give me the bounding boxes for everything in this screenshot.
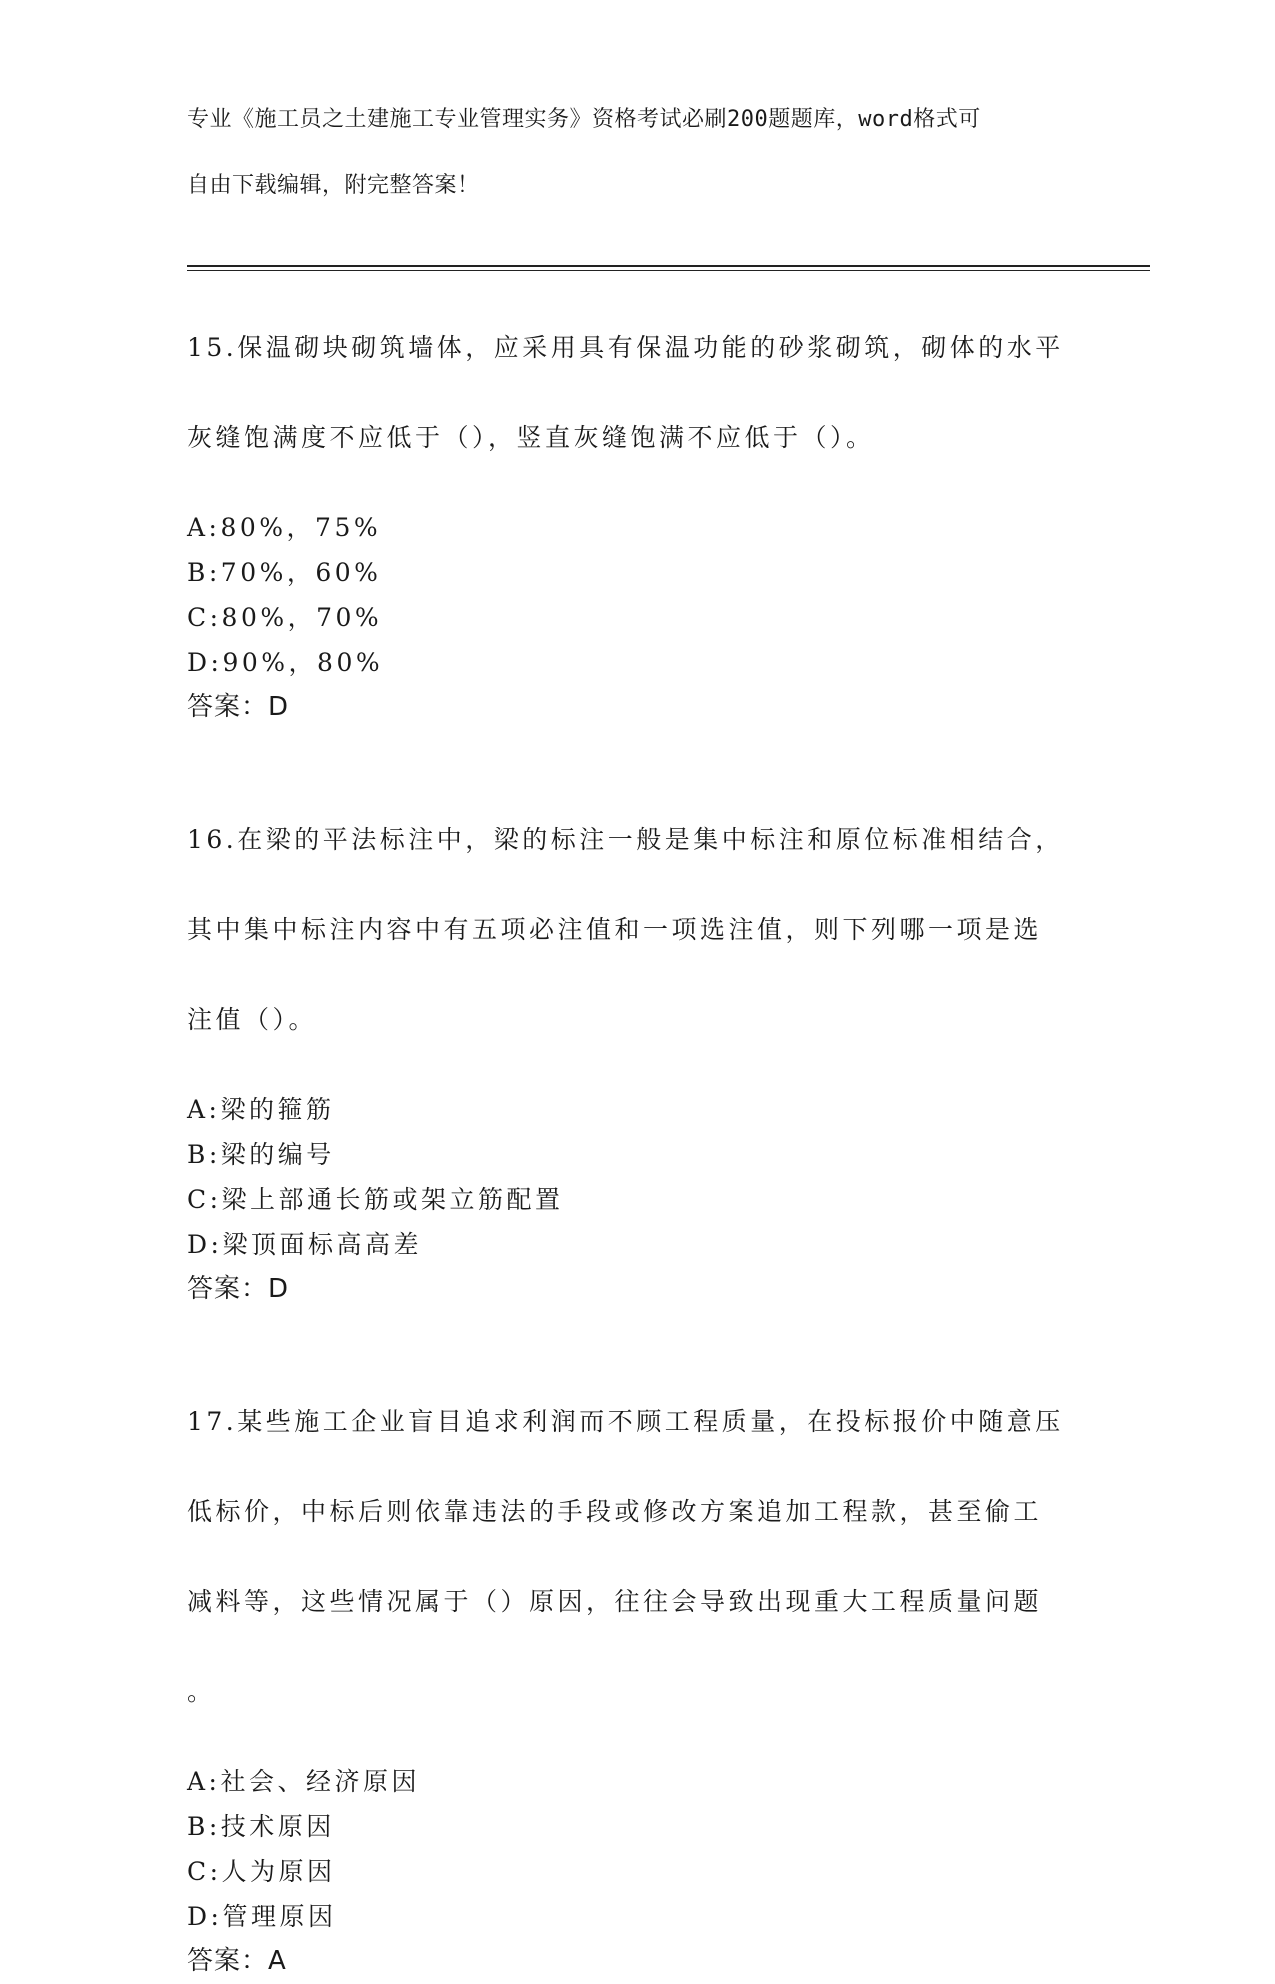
header-line-1: 专业《施工员之土建施工专业管理实务》资格考试必刷200题题库，word格式可 [187, 107, 981, 132]
question-stem-line: 注值（）。 [187, 1005, 318, 1034]
option-d: D:管理原因 [187, 1902, 337, 1931]
question-stem [187, 772, 1077, 1087]
divider-line-thick [187, 265, 1150, 267]
option-a: A:80%，75% [187, 513, 382, 542]
option-c: C:梁上部通长筋或架立筋配置 [187, 1185, 564, 1214]
divider-line-thin [187, 270, 1150, 271]
option-c: C:80%，70% [187, 603, 383, 632]
question-stem [187, 280, 1077, 505]
question-15 [187, 280, 1147, 730]
document-page [187, 70, 1147, 1984]
option-a: A:社会、经济原因 [187, 1767, 420, 1796]
option-c: C:人为原因 [187, 1857, 336, 1886]
question-stem-line: 15.保温砌块砌筑墙体，应采用具有保温功能的砂浆砌筑，砌体的水平 [187, 333, 1064, 362]
question-stem-line: 减料等，这些情况属于（）原因，往往会导致出现重大工程质量问题 [187, 1587, 1043, 1616]
question-16 [187, 772, 1147, 1312]
option-b: B:梁的编号 [187, 1140, 335, 1169]
header-divider [187, 265, 1150, 271]
question-stem [187, 1354, 1077, 1759]
option-b: B:技术原因 [187, 1812, 335, 1841]
question-stem-line: 16.在梁的平法标注中，梁的标注一般是集中标注和原位标准相结合， [187, 825, 1064, 854]
question-17 [187, 1354, 1147, 1984]
question-stem-line: 灰缝饱满度不应低于（），竖直灰缝饱满不应低于（）。 [187, 423, 875, 452]
option-d: D:梁顶面标高高差 [187, 1230, 422, 1259]
question-stem-line: 17.某些施工企业盲目追求利润而不顾工程质量，在投标报价中随意压 [187, 1407, 1064, 1436]
answer-label: 答案：D [187, 1274, 290, 1304]
option-b: B:70%，60% [187, 558, 382, 587]
question-stem-line: 其中集中标注内容中有五项必注值和一项选注值，则下列哪一项是选 [187, 915, 1043, 944]
question-stem-line: 。 [187, 1677, 216, 1706]
answer-label: 答案：A [187, 1946, 287, 1976]
question-stem-line: 低标价，中标后则依靠违法的手段或修改方案追加工程款，甚至偷工 [187, 1497, 1043, 1526]
header-line-2: 自由下载编辑，附完整答案！ [187, 173, 480, 198]
option-d: D:90%，80% [187, 648, 384, 677]
answer-label: 答案：D [187, 692, 290, 722]
option-a: A:梁的箍筋 [187, 1095, 335, 1124]
document-header [187, 70, 1067, 235]
